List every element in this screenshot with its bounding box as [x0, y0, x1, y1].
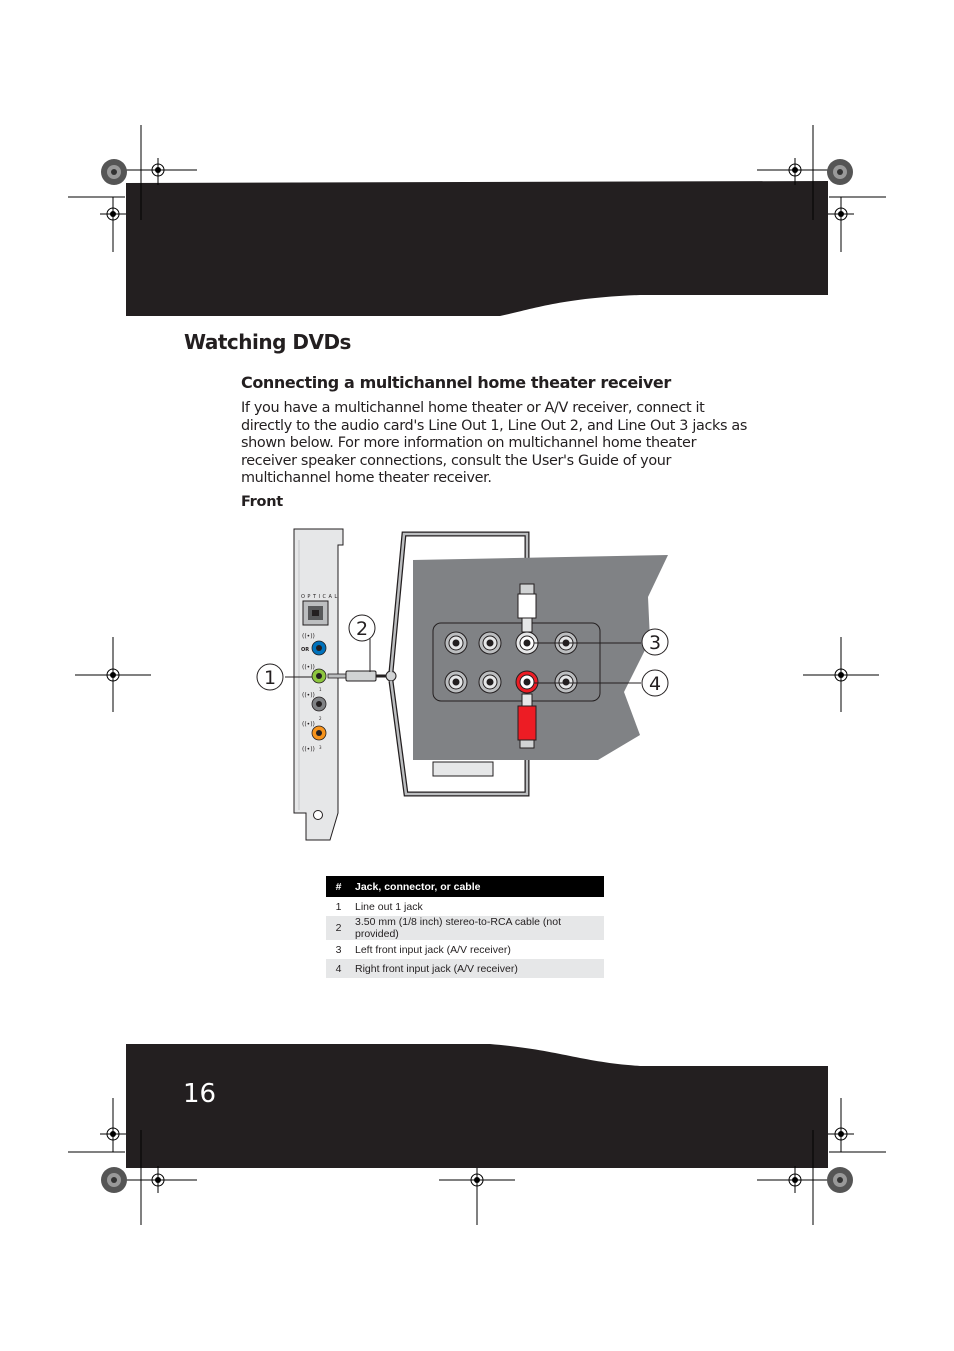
table-row	[326, 940, 604, 959]
row-description: 3.50 mm (1/8 inch) stereo-to-RCA cable (not provided)	[351, 916, 604, 940]
header-number: #	[326, 876, 351, 897]
or-label: OR	[301, 647, 310, 653]
section-title: Watching DVDs	[184, 330, 351, 354]
body-paragraph: If you have a multichannel home theater or A/V receiver, connect it directly to the audio card's Line Out 1, Line Out 2, and Line Out 3 jacks as shown below. For more information on multichannel home theater receiver speaker connections, consult the User's Guide of your multichannel home theater receiver.	[241, 400, 747, 487]
page-number: 16	[183, 1079, 217, 1109]
row-description: Right front input jack (A/V receiver)	[351, 959, 604, 978]
port-label-3: 3	[319, 745, 322, 750]
callout-4: 4	[648, 673, 662, 695]
row-number: 4	[326, 959, 351, 978]
table-row	[326, 897, 604, 916]
row-number: 2	[326, 916, 351, 940]
svg-text:((•)): ((•))	[302, 746, 315, 753]
svg-text:((•)): ((•))	[302, 692, 315, 699]
audio-card-bracket	[294, 529, 343, 840]
row-number: 1	[335, 900, 342, 913]
row-number: 3	[335, 943, 342, 956]
figure-label: Front	[241, 494, 283, 510]
table-row	[326, 916, 604, 940]
port-label-2: 2	[319, 716, 322, 721]
svg-text:((•)): ((•))	[302, 664, 315, 671]
receiver-panel	[413, 555, 668, 776]
subsection-title: Connecting a multichannel home theater receiver	[241, 373, 671, 392]
row-description: Left front input jack (A/V receiver)	[355, 943, 511, 956]
optical-label: OPTICAL	[301, 594, 340, 600]
port-label-1: 1	[319, 687, 322, 692]
svg-text:((•)): ((•))	[302, 633, 315, 640]
legend-table	[326, 876, 604, 978]
callout-1: 1	[263, 667, 277, 689]
table-row	[326, 959, 604, 978]
svg-text:((•)): ((•))	[302, 721, 315, 728]
row-description: Line out 1 jack	[355, 900, 423, 913]
callout-3: 3	[648, 632, 662, 654]
header-description: Jack, connector, or cable	[351, 876, 604, 897]
callout-2: 2	[355, 618, 369, 640]
table-header-row	[326, 876, 604, 897]
